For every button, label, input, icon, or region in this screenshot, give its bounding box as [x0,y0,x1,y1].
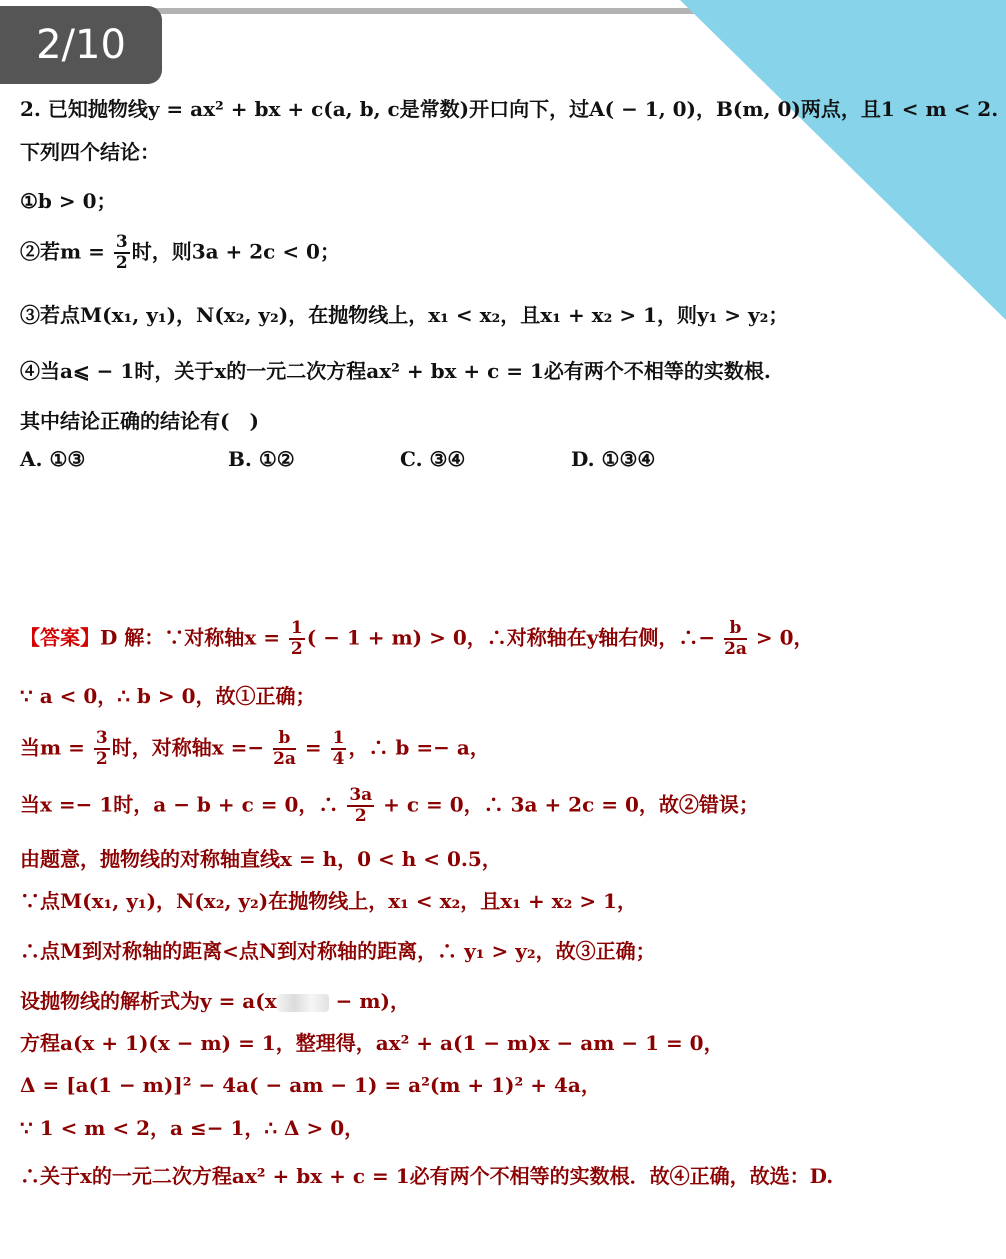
conclusion-2-post: 时，则3a + 2c < 0； [131,239,340,264]
numerator: 3 [115,232,128,252]
conclusion-2 [20,234,340,272]
answer-line-11: ∵ 1 < m < 2，a ≤− 1，∴ Δ > 0， [20,1116,365,1140]
fraction [114,234,130,272]
answer-text: + c = 0，∴ 3a + 2c = 0，故②错误； [376,792,759,817]
question-ask: 其中结论正确的结论有( ) [20,409,259,433]
fraction [273,730,296,768]
fraction [724,620,747,658]
answer-line-4 [20,787,759,825]
answer-line-8 [20,985,410,1014]
conclusion-1: ①b > 0； [20,189,117,213]
option-d: D. ①③④ [571,447,656,471]
denominator: 2 [290,639,303,659]
question-stem: 2. 已知抛物线y = ax² + bx + c(a, b, c是常数)开口向下，过A( − 1, 0)，B(m, 0)两点，且1 < m < 2. [20,97,999,121]
page-indicator: 2/10 [0,6,162,84]
numerator: 3a [349,785,373,805]
answer-text: 当x =− 1时，a − b + c = 0，∴ [20,792,346,817]
fraction [347,787,374,825]
fraction [94,730,110,768]
answer-line-1 [20,620,814,658]
option-b: B. ①② [228,447,295,471]
answer-text: D 解：∵对称轴x = [100,625,287,650]
denominator: 4 [332,749,345,769]
answer-label: 【答案】 [20,625,100,650]
conclusion-3: ③若点M(x₁, y₁)，N(x₂, y₂)，在抛物线上，x₁ < x₂，且x₁ + x₂ > 1，则y₁ > y₂； [20,303,789,327]
denominator: 2 [95,749,108,769]
fraction [331,730,347,768]
conclusion-4: ④当a⩽ − 1时，关于x的一元二次方程ax² + bx + c = 1必有两个不相等的实数根. [20,359,771,383]
answer-line-5: 由题意，抛物线的对称轴直线x = h，0 < h < 0.5， [20,847,502,871]
progress-bar [150,8,710,14]
option-c: C. ③④ [400,447,466,471]
denominator: 2 [115,253,128,273]
conclusion-2-pre: ②若m = [20,239,112,264]
numerator: 1 [290,618,303,638]
denominator: 2a [724,639,747,659]
answer-line-2: ∵ a < 0，∴ b > 0，故①正确； [20,684,316,708]
obscured-region [277,994,329,1012]
answer-text: − m)， [328,989,410,1013]
answer-text: ，∴ b =− a， [348,735,490,760]
answer-text: 当m = [20,735,92,760]
answer-text: > 0， [748,625,814,650]
answer-line-3 [20,730,490,768]
denominator: 2a [273,749,296,769]
answer-line-7: ∴点M到对称轴的距离<点N到对称轴的距离，∴ y₁ > y₂，故③正确； [20,939,656,963]
numerator: b [724,620,747,640]
answer-text: = [297,735,329,760]
answer-text: 设抛物线的解析式为y = a(x [20,989,277,1013]
corner-decoration [680,0,1006,320]
answer-line-9: 方程a(x + 1)(x − m) = 1，整理得，ax² + a(1 − m)x − am − 1 = 0， [20,1031,724,1055]
option-a: A. ①③ [20,447,86,471]
answer-line-12: ∴关于x的一元二次方程ax² + bx + c = 1必有两个不相等的实数根．故④正确，故选：D. [20,1164,834,1188]
denominator: 2 [354,806,367,826]
answer-line-6: ∵点M(x₁, y₁)，N(x₂, y₂)在抛物线上，x₁ < x₂，且x₁ + x₂ > 1， [20,889,637,913]
question-prompt: 下列四个结论： [20,140,160,164]
fraction [289,620,305,658]
numerator: 1 [332,728,345,748]
answer-line-10: Δ = [a(1 − m)]² − 4a( − am − 1) = a²(m + 1)² + 4a， [20,1073,601,1097]
numerator: 3 [95,728,108,748]
answer-text: 时，对称轴x =− [111,735,272,760]
answer-text: ( − 1 + m) > 0，∴对称轴在y轴右侧，∴− [306,625,723,650]
numerator: b [273,730,296,750]
